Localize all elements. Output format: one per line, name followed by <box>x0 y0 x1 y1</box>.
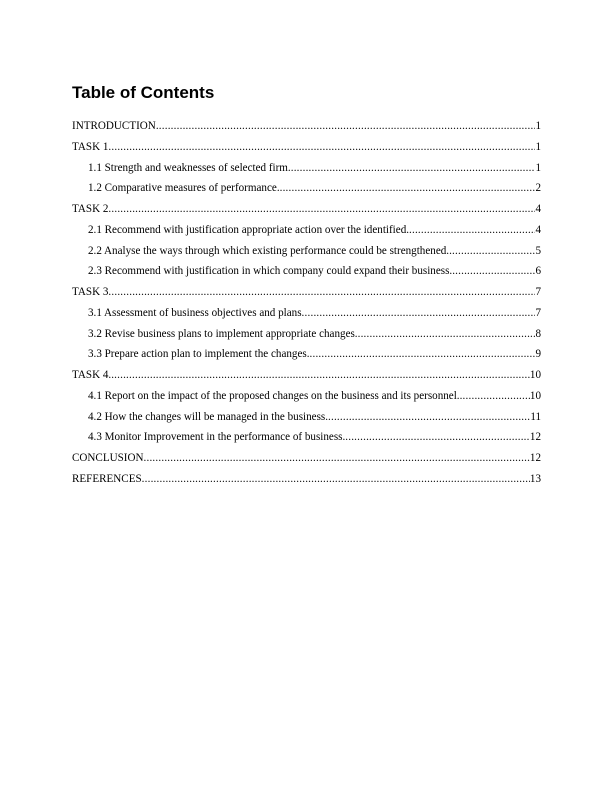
toc-entry-task-1[interactable] <box>72 137 541 158</box>
toc-entry-label: TASK 1 <box>72 140 109 153</box>
toc-entry-label: CONCLUSION <box>72 452 144 464</box>
toc-entry-conclusion[interactable] <box>72 448 541 469</box>
toc-dot-leader <box>449 241 535 262</box>
toc-page-number: 6 <box>535 265 541 278</box>
toc-entry-4-3[interactable] <box>72 427 541 448</box>
toc-page-number: 11 <box>530 410 541 423</box>
toc-dot-leader <box>108 282 535 303</box>
toc-page-number: 4 <box>535 203 541 215</box>
toc-entry-label: 3.1 Assessment of business objectives and plans <box>88 306 302 319</box>
toc-entry-introduction[interactable] <box>72 116 541 137</box>
toc-entry-label: TASK 2 <box>72 203 109 215</box>
toc-dot-leader <box>310 344 536 365</box>
toc-page-number: 9 <box>535 348 541 361</box>
toc-entry-1-1[interactable] <box>72 158 541 179</box>
toc-page-number: 10 <box>529 389 541 402</box>
toc-entry-label: 1.2 Comparative measures of performance. <box>88 182 280 195</box>
toc-heading: Table of Contents <box>72 83 215 102</box>
toc-page-number: 12 <box>529 452 541 464</box>
toc-entry-4-2[interactable] <box>72 407 541 428</box>
toc-dot-leader <box>302 303 536 324</box>
toc-entry-label: 2.2 Analyse the ways through which existing performance could be strengthened. <box>88 244 450 257</box>
toc-entry-label: REFERENCES <box>72 472 142 485</box>
toc-dot-leader <box>460 386 530 407</box>
toc-entry-label: 2.3 Recommend with justification in which company could expand their business. <box>88 265 453 278</box>
toc-entry-task-4[interactable] <box>72 365 541 386</box>
toc-entry-2-2[interactable] <box>72 241 541 262</box>
toc-entry-label: TASK 4. <box>72 369 112 381</box>
toc-page-number: 7 <box>535 306 541 319</box>
toc-dot-leader <box>144 448 530 469</box>
toc-dot-leader <box>345 427 530 448</box>
toc-dot-leader <box>358 324 536 345</box>
toc-dot-leader <box>108 199 535 220</box>
toc-page-number: 1 <box>535 161 541 174</box>
toc-entry-3-1[interactable] <box>72 303 541 324</box>
toc-dot-leader <box>111 365 530 386</box>
toc-page-number: 1 <box>535 120 541 132</box>
toc-entry-task-3[interactable] <box>72 282 541 303</box>
toc-page-number: 2 <box>535 182 541 195</box>
toc-dot-leader <box>280 178 536 199</box>
toc-entry-3-3[interactable] <box>72 344 541 365</box>
toc-entry-label: 3.2 Revise business plans to implement appropriate changes. <box>88 327 358 340</box>
toc-dot-leader <box>328 407 530 428</box>
toc-entry-1-2[interactable] <box>72 178 541 199</box>
toc-page-number: 1 <box>535 140 541 153</box>
toc-dot-leader <box>108 137 535 158</box>
toc-page-number: 5 <box>535 244 541 257</box>
toc-dot-leader <box>452 261 535 282</box>
toc-page-number: 7 <box>535 286 541 298</box>
toc-entry-task-2[interactable] <box>72 199 541 220</box>
toc-entry-label: TASK 3 <box>72 286 109 298</box>
toc-entry-label: 4.1 Report on the impact of the proposed changes on the business and its personnel. <box>88 389 460 402</box>
toc-list <box>72 116 541 490</box>
toc-entry-references[interactable] <box>72 469 541 490</box>
toc-page-number: 4 <box>535 223 541 236</box>
toc-entry-label: 4.3 Monitor Improvement in the performance of business. <box>88 431 346 444</box>
toc-entry-label: 3.3 Prepare action plan to implement the changes. <box>88 348 310 361</box>
toc-dot-leader <box>291 158 536 179</box>
toc-entry-label: 2.1 Recommend with justification appropriate action over the identified. <box>88 223 410 236</box>
toc-entry-2-3[interactable] <box>72 261 541 282</box>
toc-page-number: 10 <box>529 369 541 381</box>
toc-page-number: 12 <box>529 431 541 444</box>
toc-page-number: 13 <box>529 472 541 485</box>
toc-entry-2-1[interactable] <box>72 220 541 241</box>
toc-dot-leader <box>409 220 535 241</box>
toc-entry-4-1[interactable] <box>72 386 541 407</box>
toc-entry-label: INTRODUCTION <box>72 120 156 132</box>
toc-dot-leader <box>156 116 536 137</box>
toc-entry-3-2[interactable] <box>72 324 541 345</box>
toc-entry-label: 4.2 How the changes will be managed in the business. <box>88 410 329 423</box>
toc-entry-label: 1.1 Strength and weaknesses of selected firm. <box>88 161 291 174</box>
toc-page-number: 8 <box>535 327 541 340</box>
toc-dot-leader <box>142 469 530 490</box>
